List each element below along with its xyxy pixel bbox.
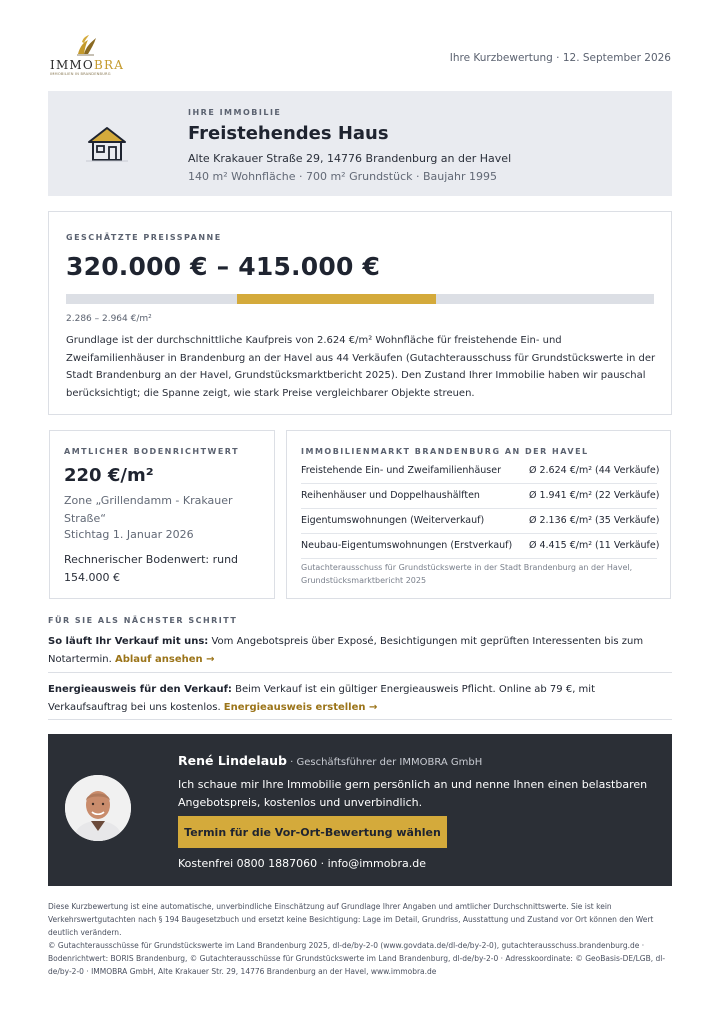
contact-phone-email: Kostenfrei 0800 1887060 · info@immobra.de: [178, 857, 426, 870]
land-value-eyebrow: AMTLICHER BODENRICHTWERT: [64, 447, 240, 456]
land-value: 220 €/m²: [64, 465, 154, 486]
market-row-value: Ø 2.136 €/m² (35 Verkäufe): [529, 515, 660, 526]
logo-bird-icon: [72, 34, 100, 58]
property-eyebrow: IHRE IMMOBILIE: [188, 108, 282, 117]
market-card: [286, 430, 671, 599]
market-row-label: Freistehende Ein- und Zweifamilienhäuser: [301, 465, 501, 476]
table-row: [301, 509, 660, 534]
price-range-card: [48, 211, 672, 415]
price-eyebrow: GESCHÄTZTE PREISSPANNE: [66, 233, 222, 242]
land-value-card: [49, 430, 275, 599]
market-row-value: Ø 2.624 €/m² (44 Verkäufe): [529, 465, 660, 476]
property-meta: 140 m² Wohnfläche · 700 m² Grundstück · Baujahr 1995: [188, 170, 498, 183]
house-icon: [86, 124, 128, 164]
market-row-label: Neubau-Eigentumswohnungen (Erstverkauf): [301, 540, 513, 551]
footer: [48, 900, 672, 978]
market-row-label: Reihenhäuser und Doppelhaushälften: [301, 490, 480, 501]
divider: [48, 719, 672, 720]
footer-credits: © Gutachterausschüsse für Grundstückswerte im Land Brandenburg 2025, dl-de/by-2-0 (www.govdata.de/dl-de/by-2-0), gutachterausschuss.brandenburg.de · Bodenrichtwert: BORIS Brandenburg, © Gutachterausschüsse für Grundstückswerte im Land Brandenburg, dl-de/by-2-0 · Adresskoordinate: © GeoBasis-DE/LGB, dl-de/by-2-0 · IMMOBRA GmbH, Alte Krakauer Str. 29, 14776 Brandenburg an der Havel, www.immobra.de: [48, 941, 666, 976]
footer-disclaimer: Diese Kurzbewertung ist eine automatische, unverbindliche Einschätzung auf Grundlage Ihrer Angaben und amtlicher Durchschnittswerte. Sie ist kein Verkehrswertgutachten nach § 194 Baugesetzbuch und ersetzt keine Besichtigung: Lage im Detail, Grundriss, Ausstattung und Zustand vor Ort können den Wert deutlich verändern.: [48, 902, 654, 937]
contact-text: Ich schaue mir Ihre Immobilie gern persönlich an und nenne Ihnen einen belastbaren Angebotspreis, kostenlos und unverbindlich.: [178, 778, 648, 809]
next-step-energy-title: Energieausweis für den Verkauf:: [48, 684, 232, 695]
contact-role: · Geschäftsführer der IMMOBRA GmbH: [286, 757, 483, 768]
logo-wordmark: IMMOBRA: [50, 58, 125, 72]
book-appointment-button[interactable]: Termin für die Vor-Ort-Bewertung wählen: [178, 816, 447, 848]
next-steps-eyebrow: FÜR SIE ALS NÄCHSTER SCHRITT: [48, 616, 238, 625]
table-row: [301, 459, 660, 484]
next-step-energy: [48, 681, 672, 716]
price-range-bar-fill: [237, 294, 437, 304]
avatar: [65, 775, 131, 841]
table-row: [301, 484, 660, 509]
market-eyebrow: IMMOBILIENMARKT BRANDENBURG AN DER HAVEL: [301, 447, 589, 456]
next-step-sale-text: Vom Angebotspreis über Exposé, Besichtigungen mit geprüften Interessenten bis zum Notartermin.: [48, 636, 644, 665]
land-calculated-value: Rechnerischer Bodenwert: rund 154.000 €: [64, 553, 239, 584]
market-row-value: Ø 4.415 €/m² (11 Verkäufe): [529, 540, 660, 551]
property-address: Alte Krakauer Straße 29, 14776 Brandenburg an der Havel: [188, 152, 512, 165]
price-per-sqm: 2.286 – 2.964 €/m²: [66, 314, 152, 324]
next-step-sale-title: So läuft Ihr Verkauf mit uns:: [48, 636, 209, 647]
contact-block: [48, 734, 672, 886]
brand-logo: [48, 34, 128, 78]
property-title: Freistehendes Haus: [188, 123, 389, 144]
market-source: Gutachterausschuss für Grundstückswerte in der Stadt Brandenburg an der Havel, Grundstücksmarktbericht 2025: [301, 563, 633, 585]
sale-process-link[interactable]: Ablauf ansehen →: [114, 653, 215, 665]
property-card: [48, 91, 672, 196]
divider: [48, 672, 672, 673]
report-date-note: Ihre Kurzbewertung · 12. September 2026: [449, 52, 671, 64]
land-reference-date: Stichtag 1. Januar 2026: [64, 528, 194, 541]
contact-name: René Lindelaub: [178, 753, 287, 768]
price-explanation: Grundlage ist der durchschnittliche Kaufpreis von 2.624 €/m² Wohnfläche für freistehende Ein- und Zweifamilienhäuser in Brandenburg an der Havel aus 44 Verkäufen (Gutachterausschuss für Grundstückswerte in der Stadt Brandenburg an der Havel, Grundstücksmarktbericht 2025). Den Zustand Ihrer Immobilie haben wir pauschal berücksichtigt; die Spanne zeigt, wie stark Preise vergleichbarer Objekte streuen.: [66, 335, 656, 399]
energy-certificate-link[interactable]: Energieausweis erstellen →: [223, 701, 378, 713]
table-row: [301, 534, 660, 559]
person-portrait-icon: [65, 775, 131, 841]
contact-name-line: [178, 753, 482, 768]
price-range-bar: [66, 294, 654, 304]
market-row-value: Ø 1.941 €/m² (22 Verkäufe): [529, 490, 660, 501]
next-step-sale: [48, 633, 672, 668]
land-zone: Zone „Grillendamm - Krakauer Straße“: [64, 494, 233, 525]
market-row-label: Eigentumswohnungen (Weiterverkauf): [301, 515, 485, 526]
logo-tagline: IMMOBILIEN IN BRANDENBURG: [50, 72, 111, 76]
market-table: [301, 459, 660, 559]
price-range-value: 320.000 € – 415.000 €: [66, 252, 381, 281]
next-step-energy-text: Beim Verkauf ist ein gültiger Energieausweis Pflicht. Online ab 79 €, mit Verkaufsauftrag bei uns kostenlos.: [48, 684, 595, 713]
